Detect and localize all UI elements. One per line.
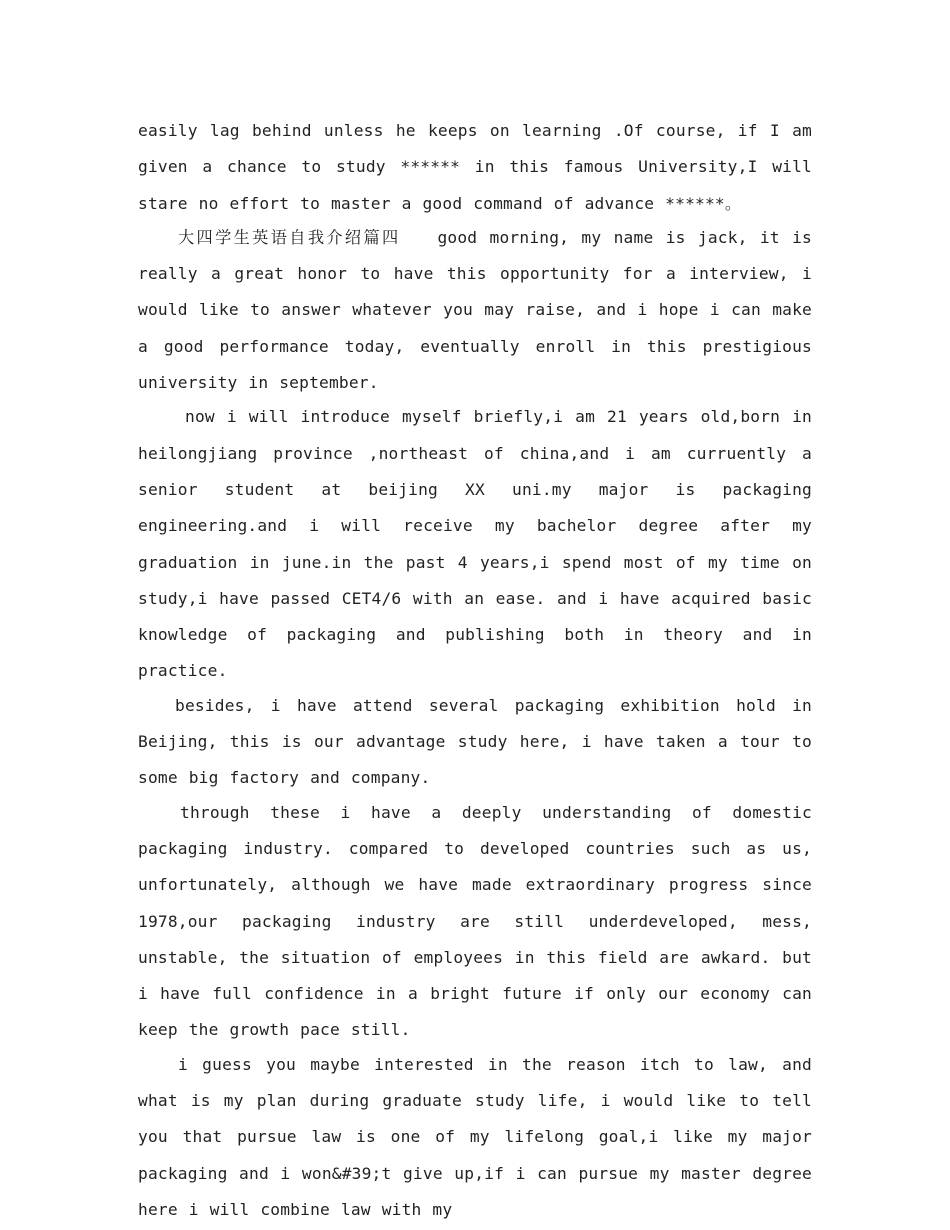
paragraph-3-text: now i will introduce myself briefly,i am 21 years old,born in heilongjiang province ,northeast of china,and i am curruently a senior student at beijing XX uni.my major is packaging engineering.and i will receive my bachelor degree after my graduation in june.in the past 4 years,i spend most of my time on study,i have passed CET4/6 with an ease. and i have acquired basic knowledge of packaging and publishing both in theory and in practice. bbox=[138, 407, 812, 681]
paragraph-4-text: besides, i have attend several packaging exhibition hold in Beijing, this is our advantage study here, i have taken a tour to some big factory and company. bbox=[138, 695, 812, 788]
paragraph-2-text: good morning, my name is jack, it is really a great honor to have this opportunity for a interview, i would like to answer whatever you may raise, and i hope i can make a good performance today, eventually enroll in this prestigious university in september. bbox=[138, 227, 823, 393]
paragraph-6-text: i guess you maybe interested in the reason itch to law, and what is my plan during graduate study life, i would like to tell you that pursue law is one of my lifelong goal,i like my major packaging and i won&#39;t give up,if i can pursue my master degree here i will combine law with my bbox=[138, 1054, 812, 1219]
paragraph-3 bbox=[138, 399, 812, 689]
paragraph-1-text: easily lag behind unless he keeps on learning .Of course, if I am given a chance to study ****** in this famous University,I will stare no effort to master a good command of advance ******。 bbox=[138, 121, 812, 213]
paragraph-2 bbox=[138, 220, 823, 401]
document-page bbox=[138, 113, 823, 1226]
paragraph-1 bbox=[138, 113, 812, 222]
paragraph-5 bbox=[138, 795, 812, 1049]
paragraph-5-text: through these i have a deeply understanding of domestic packaging industry. compared to developed countries such as us, unfortunately, although we have made extraordinary progress since 1978,our packaging industry are still underdeveloped, mess, unstable, the situation of employees in this field are awkard. but i have full confidence in a bright future if only our economy can keep the growth pace still. bbox=[138, 802, 812, 1040]
paragraph-4 bbox=[138, 688, 812, 797]
paragraph-6 bbox=[138, 1047, 812, 1228]
section-heading: 大四学生英语自我介绍篇四 bbox=[178, 227, 401, 247]
